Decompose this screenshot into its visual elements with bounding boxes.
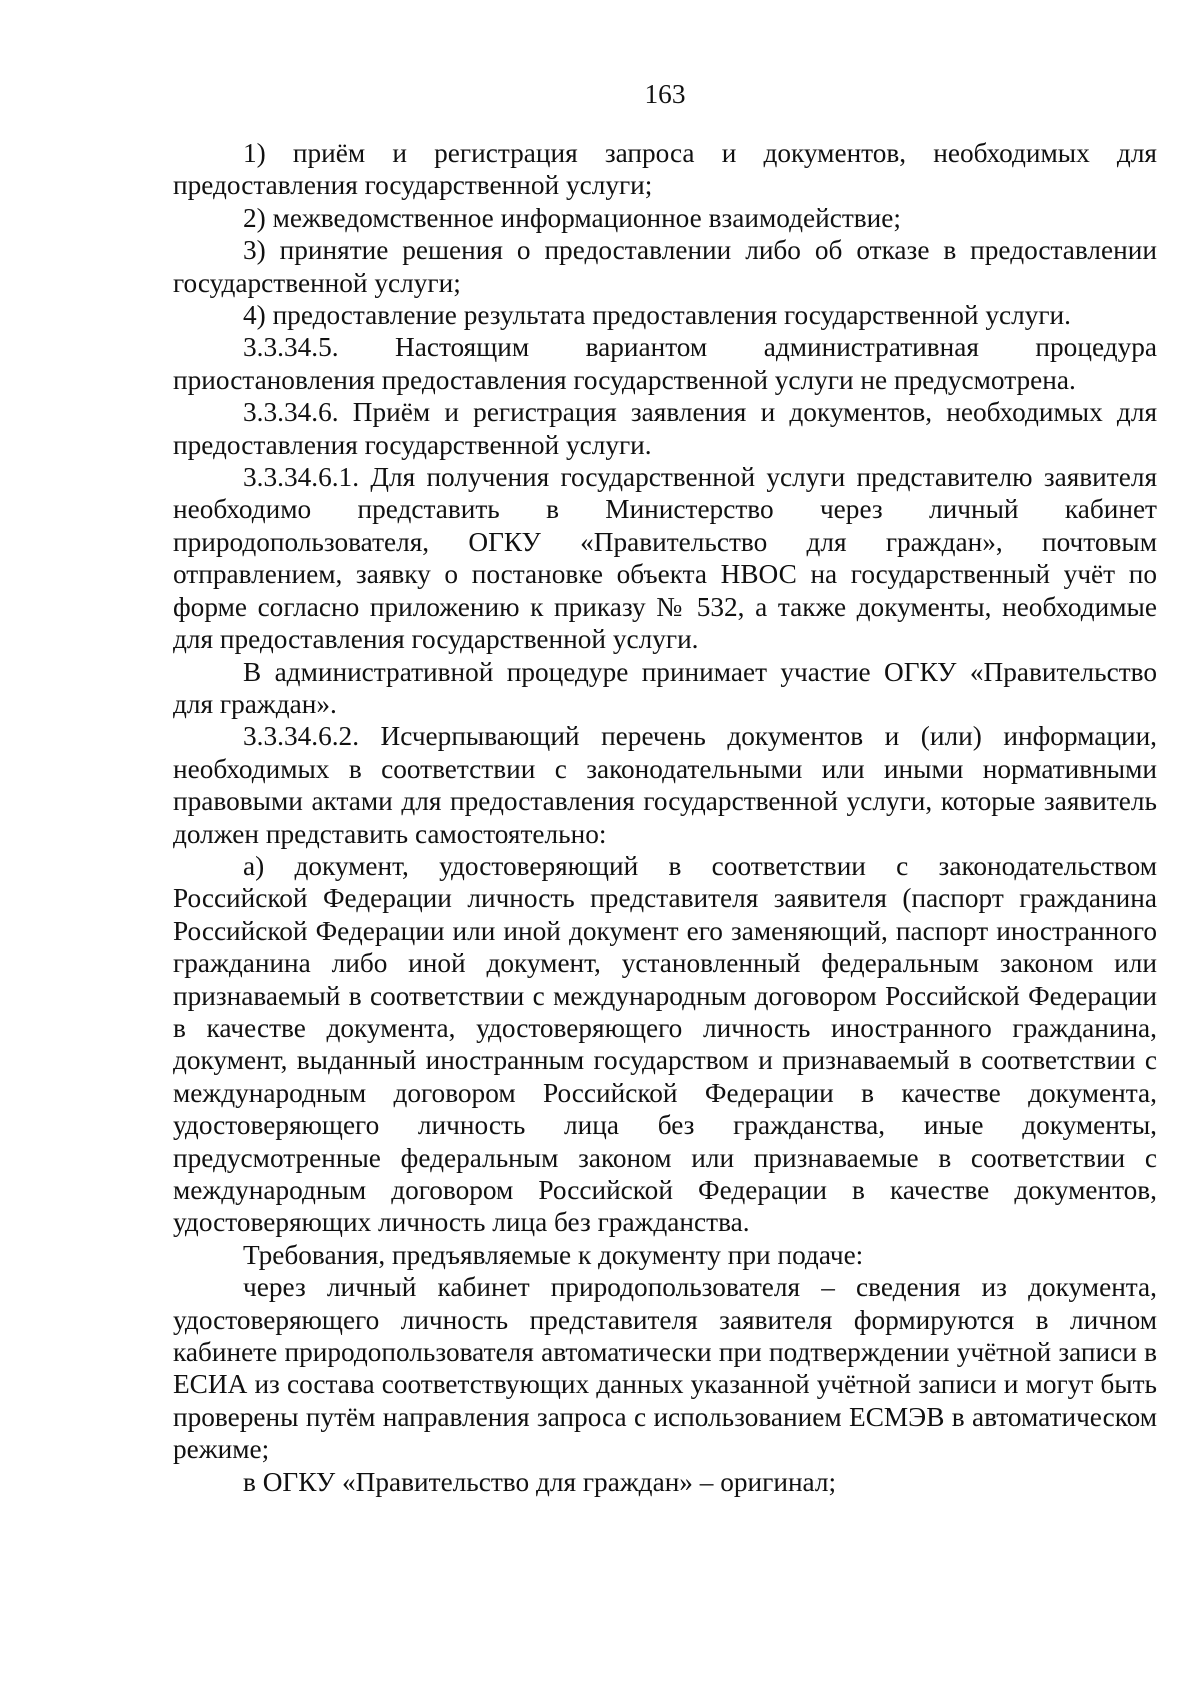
paragraph-10: а) документ, удостоверяющий в соответствии с законодательством Российской Федерации личность представителя заявителя (паспорт гражданина Российской Федерации или иной документ его заменяющий, паспорт иностранного гражданина либо иной документ, установленный федеральным законом или признаваемый в соответствии с международным договором Российской Федерации в качестве документа, удостоверяющего личность иностранного гражданина, документ, выданный иностранным государством и признаваемый в соответствии с международным договором Российской Федерации в качестве документа, удостоверяющего личность лица без гражданства, иные документы, предусмотренные федеральным законом или признаваемые в соответствии с международным договором Российской Федерации в качестве документов, удостоверяющих личность лица без гражданства.: [173, 850, 1157, 1238]
paragraph-11: Требования, предъявляемые к документу при подаче:: [243, 1239, 864, 1270]
paragraph-7: 3.3.34.6.1. Для получения государственной услуги представителю заявителя необходимо представить в Министерство через личный кабинет природопользователя, ОГКУ «Правительство для граждан», почтовым отправлением, заявку о постановке объекта НВОС на государственный учёт по форме согласно приложению к приказу № 532, а также документы, необходимые для предоставления государственной услуги.: [173, 462, 1157, 655]
paragraph-5: 3.3.34.5. Настоящим вариантом административная процедура приостановления предоставления государственной услуги не предусмотрена.: [173, 332, 1157, 395]
paragraph-13: в ОГКУ «Правительство для граждан» – оригинал;: [243, 1466, 837, 1497]
page-number: 163: [644, 79, 686, 109]
paragraph-4: 4) предоставление результата предоставления государственной услуги.: [243, 300, 1071, 331]
paragraph-3: 3) принятие решения о предоставлении либо об отказе в предоставлении государственной услуги;: [173, 235, 1157, 298]
paragraph-1: 1) приём и регистрация запроса и документов, необходимых для предоставления государственной услуги;: [173, 138, 1157, 201]
paragraph-6: 3.3.34.6. Приём и регистрация заявления и документов, необходимых для предоставления государственной услуги.: [173, 397, 1157, 460]
paragraph-12: через личный кабинет природопользователя – сведения из документа, удостоверяющего личность представителя заявителя формируются в личном кабинете природопользователя автоматически при подтверждении учётной записи в ЕСИА из состава соответствующих данных указанной учётной записи и могут быть проверены путём направления запроса с использованием ЕСМЭВ в автоматическом режиме;: [173, 1272, 1157, 1465]
paragraph-9: 3.3.34.6.2. Исчерпывающий перечень документов и (или) информации, необходимых в соответствии с законодательными или иными нормативными правовыми актами для предоставления государственной услуги, которые заявитель должен представить самостоятельно:: [173, 721, 1157, 849]
document-body: [173, 137, 1157, 1498]
paragraph-8: В административной процедуре принимает участие ОГКУ «Правительство для граждан».: [173, 656, 1157, 719]
paragraph-2: 2) межведомственное информационное взаимодействие;: [243, 202, 901, 233]
